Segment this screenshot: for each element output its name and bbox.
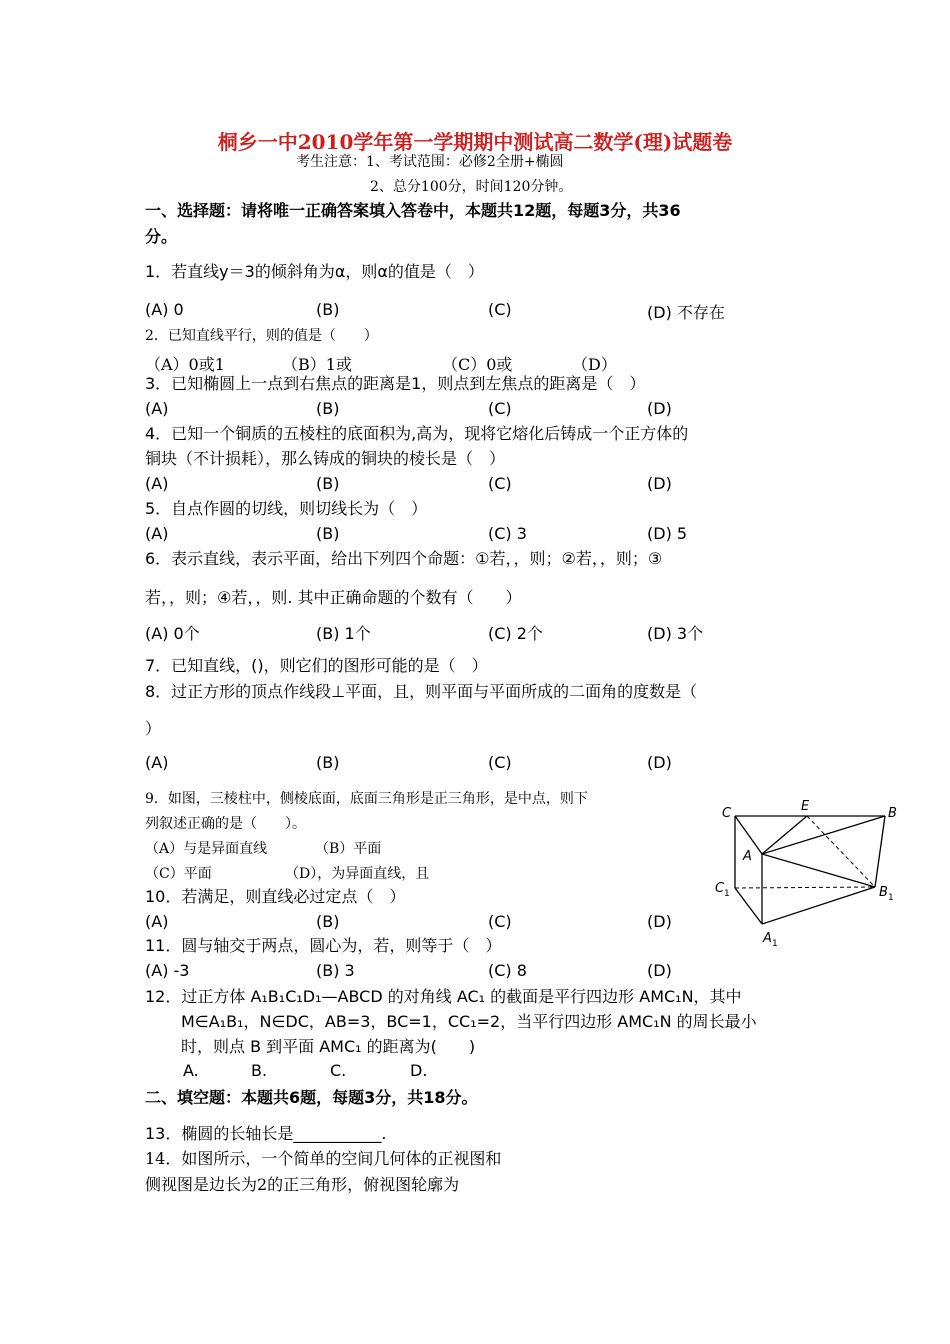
option-d: (D) 不存在 [647,303,725,322]
question-9-option-c: （C）平面 [145,866,212,882]
question-6-cont: 若，，则；④若，，则. 其中正确命题的个数有（ ） [145,588,522,607]
figure-label-c: C [722,806,732,821]
question-13: 13．椭圆的长轴长是___________. [145,1124,387,1143]
question-8-cont: ） [145,719,162,738]
question-9-cont: 列叙述正确的是（ ）。 [145,816,306,832]
option-c: (C) 2个 [488,624,543,643]
question-10: 10．若满足，则直线必过定点（ ） [145,887,406,906]
question-10-options [145,912,805,934]
question-9-option-b: （B）平面 [315,841,382,857]
option-c: (C) [488,753,512,772]
question-8-options [145,753,805,775]
figure-label-b: B [888,806,897,821]
option-d: (D) [647,399,672,418]
option-c: (C) [488,300,512,319]
option-d: D. [410,1061,428,1080]
option-b: B. [251,1061,268,1080]
option-c: (C) [488,474,512,493]
question-2-options [145,352,805,374]
option-b: （B）1或 [282,355,352,374]
option-a: (A) [145,912,169,931]
question-12-cont-1: M∈A₁B₁，N∈DC，AB=3，BC=1，CC₁=2，当平行四边形 AMC₁N 的周长最小 [181,1012,757,1031]
question-12-cont-2: 时，则点 B 到平面 AMC₁ 的距离为( ) [181,1037,476,1056]
question-4: 4．已知一个铜质的五棱柱的底面积为,高为，现将它熔化后铸成一个正方体的 [145,424,689,443]
option-d: (D) [647,753,672,772]
question-5-options [145,524,805,546]
figure-label-a1: A [763,931,772,946]
figure-label-b1: B [879,885,888,900]
section1-heading-cont: 分。 [145,227,178,246]
option-a: (A) [145,524,169,543]
question-9-option-a: （A）与是异面直线 [145,841,268,857]
option-c: (C) 3 [488,524,527,543]
notice-line-2: 2、总分100分，时间120分钟。 [370,179,573,195]
page-title: 桐乡一中2010学年第一学期期中测试高二数学(理)试题卷 [217,130,733,154]
figure-sub-a1: 1 [772,939,778,949]
question-1-options [145,300,805,322]
question-8: 8．过正方形的顶点作线段⊥平面，且，则平面与平面所成的二面角的度数是（ [145,682,698,701]
question-3: 3．已知椭圆上一点到右焦点的距离是1，则点到左焦点的距离是（ ） [145,374,646,393]
option-a: (A) [145,474,169,493]
option-a: (A) [145,753,169,772]
question-14-cont: 侧视图是边长为2的正三角形，俯视图轮廓为 [145,1175,460,1194]
question-1: 1．若直线y＝3的倾斜角为α，则α的值是（ ） [145,262,484,281]
figure-sub-b1: 1 [888,893,894,903]
option-a: (A) -3 [145,961,190,980]
question-12: 12．过正方体 A₁B₁C₁D₁—ABCD 的对角线 AC₁ 的截面是平行四边形 AMC₁N，其中 [145,987,742,1006]
figure-label-e: E [801,799,810,814]
option-c: (C) [488,912,512,931]
option-c: (C) 8 [488,961,527,980]
option-a: （A）0或1 [145,355,225,374]
question-5: 5．自点作圆的切线，则切线长为（ ） [145,499,428,518]
figure-sub-c1: 1 [724,889,730,899]
option-a: (A) [145,399,169,418]
question-3-options [145,399,805,421]
option-d: (D) [647,961,672,980]
question-14: 14．如图所示，一个简单的空间几何体的正视图和 [145,1149,502,1168]
question-11-options [145,961,805,983]
question-4-options [145,474,805,496]
option-c: （C）0或 [442,355,513,374]
option-c: (C) [488,399,512,418]
question-4-cont: 铜块（不计损耗），那么铸成的铜块的棱长是（ ） [145,449,506,468]
question-2: 2．已知直线平行，则的值是（ ） [145,328,378,344]
option-d: （D） [572,355,617,374]
section1-heading: 一、选择题：请将唯一正确答案填入答卷中，本题共12题，每题3分，共36 [145,201,681,220]
figure-label-c1: C [715,881,725,896]
option-b: (B) [316,474,340,493]
option-c: C. [330,1061,347,1080]
question-11: 11．圆与轴交于两点，圆心为，若，则等于（ ） [145,936,502,955]
option-d: (D) [647,474,672,493]
option-b: (B) 1个 [316,624,371,643]
option-d: (D) [647,912,672,931]
question-9: 9．如图，三棱柱中，侧棱底面，底面三角形是正三角形，是中点，则下 [145,791,588,807]
option-b: (B) [316,524,340,543]
section2-heading: 二、填空题：本题共6题，每题3分，共18分。 [145,1088,478,1107]
option-a: (A) 0 [145,300,184,319]
question-9-option-d: （D），为异面直线，且 [285,866,430,882]
question-12-options [145,1061,805,1083]
option-d: (D) 5 [647,524,688,543]
option-d: (D) 3个 [647,624,704,643]
figure-label-a: A [743,849,752,864]
question-7: 7．已知直线，()，则它们的图形可能的是（ ） [145,656,488,675]
notice-line-1: 考生注意：1、考试范围：必修2全册+椭圆 [296,154,564,170]
option-a: (A) 0个 [145,624,200,643]
option-b: (B) 3 [316,961,355,980]
question-6-options [145,621,805,643]
option-b: (B) [316,912,340,931]
option-a: A. [183,1061,199,1080]
option-b: (B) [316,300,340,319]
option-b: (B) [316,753,340,772]
question-6: 6．表示直线，表示平面，给出下列四个命题：①若，，则；②若，，则；③ [145,549,663,568]
option-b: (B) [316,399,340,418]
